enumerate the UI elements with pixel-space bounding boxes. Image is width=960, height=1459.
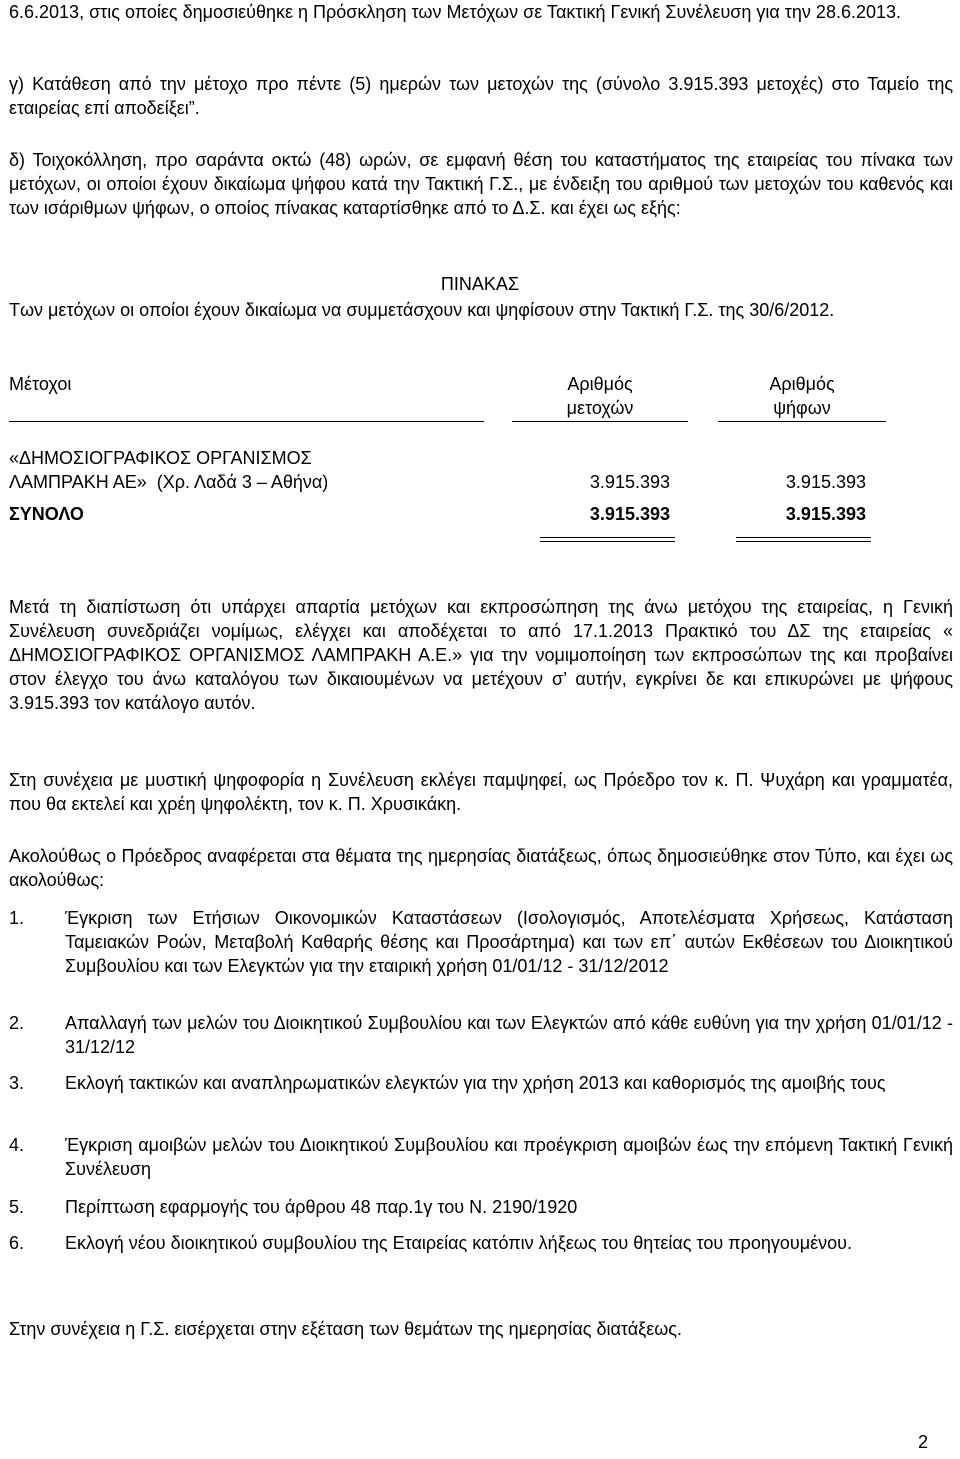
paragraph-election: Στη συνέχεια με μυστική ψηφοφορία η Συνέλευση εκλέγει παμψηφεί, ως Πρόεδρο τον κ. Π. Ψυχάρη και γραμματέα, που θα εκτελεί και χρέη ψηφολέκτη, τον κ. Π. Χρυσικάκη. <box>9 770 953 814</box>
row-votes-value: 3.915.393 <box>785 472 866 492</box>
paragraph-announcement: 6.6.2013, στις οποίες δημοσιεύθηκε η Πρόσκληση των Μετόχων σε Τακτική Γενική Συνέλευση για την 28.6.2013. <box>9 2 902 22</box>
table-subtitle: Των μετόχων οι οποίοι έχουν δικαίωμα να συμμετάσχουν και ψηφίσουν στην Τακτική Γ.Σ. της 30/6/2012. <box>9 300 835 320</box>
paragraph-closing: Στην συνέχεια η Γ.Σ. εισέρχεται στην εξέταση των θεμάτων της ημερησίας διατάξεως. <box>9 1319 682 1339</box>
total-label: ΣΥΝΟΛΟ <box>9 504 84 524</box>
shareholder-name-line-1: «ΔΗΜΟΣΙΟΓΡΑΦΙΚΟΣ ΟΡΓΑΝΙΣΜΟΣ <box>9 448 312 468</box>
column-header-holders: Μέτοχοι <box>9 374 72 394</box>
header-underline-votes <box>718 421 886 422</box>
column-header-votes: Αριθμός ψήφων <box>769 374 835 418</box>
shareholder-name-line-2: ΛΑΜΠΡΑΚΗ ΑΕ» (Χρ. Λαδά 3 – Αθήνα) <box>9 472 329 492</box>
paragraph-agenda-intro: Ακολούθως ο Πρόεδρος αναφέρεται στα θέματα της ημερησίας διατάξεως, όπως δημοσιεύθηκε στον Τύπο, και έχει ως ακολούθως: <box>9 846 953 890</box>
table-row <box>9 446 328 494</box>
paragraph-quorum: Μετά τη διαπίστωση ότι υπάρχει απαρτία μετόχων και εκπροσώπηση της άνω μετόχου της εταιρείας, η Γενική Συνέλευση συνεδριάζει νομίμως, ελέγχει και αποδέχεται το από 17.1.2013 Πρακτικό του ΔΣ της εταιρείας « ΔΗΜΟΣΙΟΓΡΑΦΙΚΟΣ ΟΡΓΑΝΙΣΜΟΣ ΛΑΜΠΡΑΚΗ Α.Ε.» για την νομιμοποίηση των εκπροσώπων της και προβαίνει στον έλεγχο του άνω καταλόγου των δικαιουμένων να μετέχουν σ’ αυτήν, εγκρίνει δε και επικυρώνει με ψήφους 3.915.393 τον κατάλογο αυτόν. <box>9 597 953 713</box>
header-underline-holders <box>9 421 484 422</box>
header-underline-shares <box>512 421 688 422</box>
paragraph-deposit: γ) Κατάθεση από την μέτοχο προ πέντε (5) ημερών των μετοχών της (σύνολο 3.915.393 μετοχές) στο Ταμείο της εταιρείας επί αποδείξει”. <box>9 74 953 118</box>
table-title: ΠΙΝΑΚΑΣ <box>440 274 520 294</box>
paragraph-posting: δ) Τοιχοκόλληση, προ σαράντα οκτώ (48) ωρών, σε εμφανή θέση του καταστήματος της εταιρείας του πίνακα των μετόχων, οι οποίοι έχουν δικαίωμα ψήφου κατά την Τακτική Γ.Σ., με ένδειξη του αριθμού των μετοχών του καθενός και των ισάριθμων ψήφων, ο οποίος πίνακας καταρτίσθηκε από το Δ.Σ. και έχει ως εξής: <box>9 150 953 218</box>
total-shares-value: 3.915.393 <box>589 504 670 524</box>
total-votes-value: 3.915.393 <box>785 504 866 524</box>
total-double-underline-shares <box>540 537 675 542</box>
page-number: 2 <box>917 1432 928 1452</box>
row-shares-value: 3.915.393 <box>589 472 670 492</box>
total-double-underline-votes <box>736 537 871 542</box>
column-header-shares: Αριθμός μετοχών <box>566 374 634 418</box>
